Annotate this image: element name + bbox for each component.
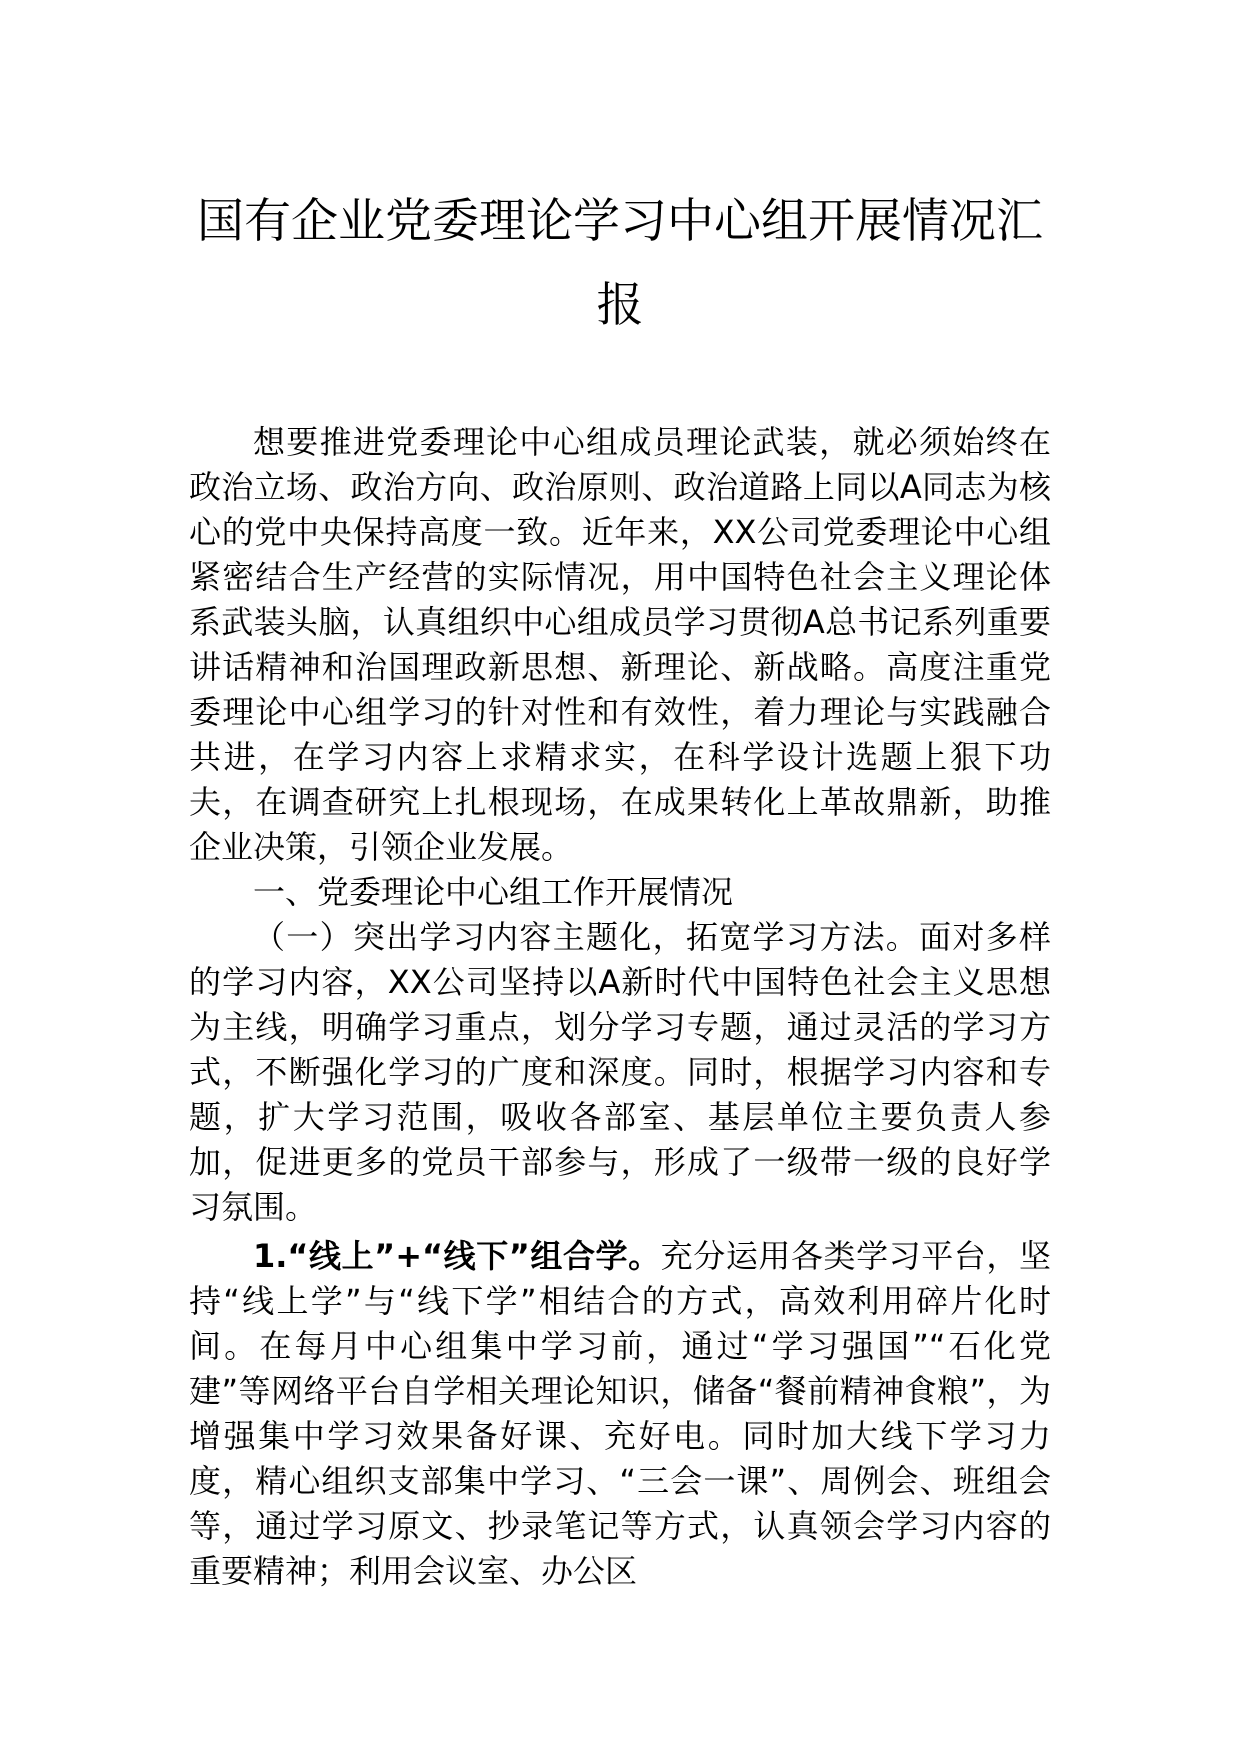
item-paragraph	[189, 1234, 1051, 1594]
item-text: 充分运用各类学习平台，坚持“线上学”与“线下学”相结合的方式，高效利用碎片化时间。在每月中心组集中学习前，通过“学习强国”“石化党建”等网络平台自学相关理论知识，储备“餐前精神食粮”，为增强集中学习效果备好课、充好电。同时加大线下学习力度，精心组织支部集中学习、“三会一课”、周例会、班组会等，通过学习原文、抄录笔记等方式，认真领会学习内容的重要精神；利用会议室、办公区	[189, 1237, 1051, 1590]
document-title: 国有企业党委理论学习中心组开展情况汇报	[197, 194, 1043, 333]
subsection-paragraph: （一）突出学习内容主题化，拓宽学习方法。面对多样的学习内容，XX公司坚持以A新时代中国特色社会主义思想为主线，明确学习重点，划分学习专题，通过灵活的学习方式，不断强化学习的广度和深度。同时，根据学习内容和专题，扩大学习范围，吸收各部室、基层单位主要负责人参加，促进更多的党员干部参与，形成了一级带一级的良好学习氛围。	[189, 918, 1051, 1226]
intro-paragraph: 想要推进党委理论中心组成员理论武装，就必须始终在政治立场、政治方向、政治原则、政治道路上同以A同志为核心的党中央保持高度一致。近年来，XX公司党委理论中心组紧密结合生产经营的实际情况，用中国特色社会主义理论体系武装头脑，认真组织中心组成员学习贯彻A总书记系列重要讲话精神和治国理政新思想、新理论、新战略。高度注重党委理论中心组学习的针对性和有效性，着力理论与实践融合共进，在学习内容上求精求实，在科学设计选题上狠下功夫，在调查研究上扎根现场，在成果转化上革故鼎新，助推企业决策，引领企业发展。	[189, 423, 1051, 866]
document-body	[189, 420, 1051, 1594]
section-heading: 一、党委理论中心组工作开展情况	[253, 873, 734, 911]
item-lead: 1.“线上”+“线下”组合学。	[253, 1237, 661, 1275]
